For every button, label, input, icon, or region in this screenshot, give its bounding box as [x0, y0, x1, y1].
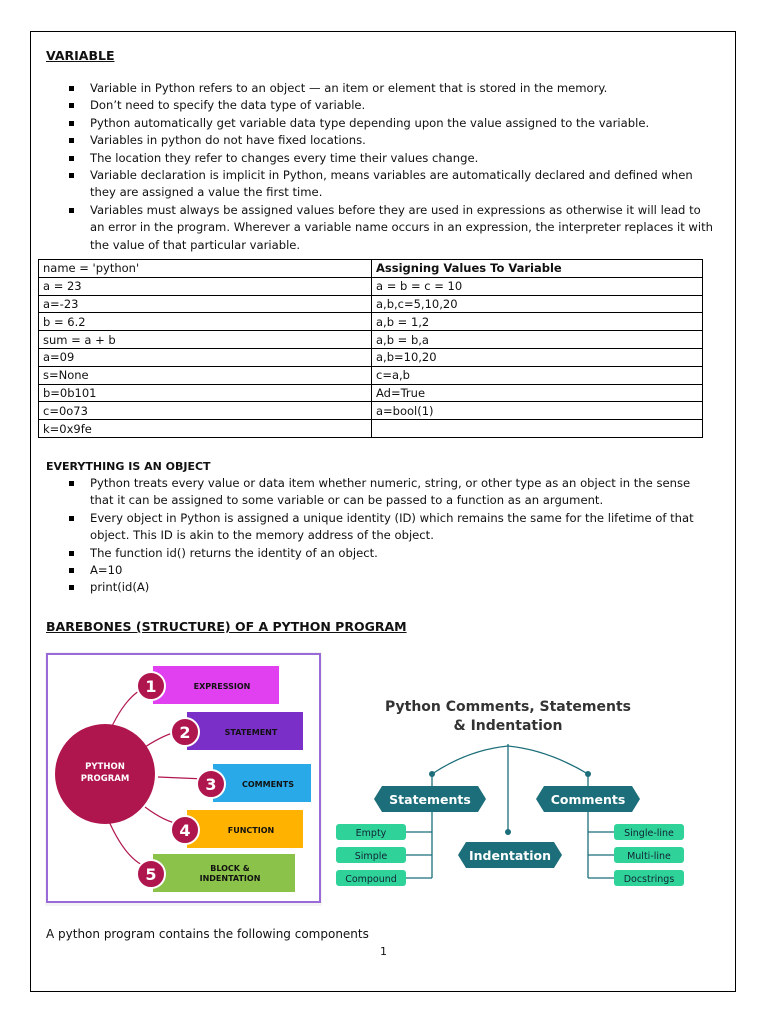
object-bullet: Python treats every value or data item whether numeric, string, or other type as an object in the sense that it can be assigned to some variable or can be passed to a function as an argument. [67, 475, 717, 510]
diagram-item-block [137, 854, 295, 892]
item-label: EXPRESSION [193, 682, 251, 691]
diagram-item-expression [137, 666, 279, 704]
table-row [39, 420, 703, 438]
table-row [39, 366, 703, 384]
table-cell: k=0x9fe [39, 420, 372, 438]
table-cell: a=bool(1) [372, 402, 703, 420]
object-bullet: print(id(A) [67, 579, 717, 596]
python-program-diagram [45, 652, 322, 906]
diagram-item-function [171, 810, 303, 848]
table-row [39, 313, 703, 331]
variable-bullet: Don’t need to specify the data type of variable. [67, 97, 717, 114]
heading-variable: VARIABLE [46, 48, 115, 63]
table-row [39, 260, 703, 278]
item-label: STATEMENT [224, 728, 278, 737]
variable-bullet: Variables must always be assigned values before they are used in expressions as otherwise it will lead to an error in the program. Wherever a variable name occurs in an expression, the interpreter replaces it with the value of that particular variable. [67, 202, 717, 254]
object-bullet-list [67, 475, 717, 597]
table-cell: Ad=True [372, 384, 703, 402]
table-cell: a,b=10,20 [372, 348, 703, 366]
table-cell: a = b = c = 10 [372, 277, 703, 295]
table-cell: a=-23 [39, 295, 372, 313]
table-row [39, 402, 703, 420]
item-number: 1 [145, 677, 157, 696]
table-cell: s=None [39, 366, 372, 384]
table-cell: name = 'python' [39, 260, 372, 278]
variable-bullet-list [67, 80, 717, 254]
table-cell: b=0b101 [39, 384, 372, 402]
object-bullet: Every object in Python is assigned a unique identity (ID) which remains the same for the lifetime of that object. This ID is akin to the memory address of the object. [67, 510, 717, 545]
caption: A python program contains the following components [46, 927, 369, 941]
variable-bullet: The location they refer to changes every time their values change. [67, 150, 717, 167]
heading-barebones: BAREBONES (STRUCTURE) OF A PYTHON PROGRAM [46, 619, 407, 634]
statements-label: Statements [389, 792, 471, 807]
heading-everything-object: EVERYTHING IS AN OBJECT [46, 460, 211, 473]
diagram-title-line2: & Indentation [453, 718, 563, 734]
leaf-label: Compound [345, 874, 397, 885]
table-row [39, 331, 703, 349]
table-row [39, 348, 703, 366]
table-cell: a,b = 1,2 [372, 313, 703, 331]
diagram-item-statement [171, 712, 303, 750]
diagram-item-comments [197, 764, 311, 802]
leaf-label: Docstrings [623, 874, 675, 885]
item-number: 2 [179, 723, 191, 742]
table-cell: a=09 [39, 348, 372, 366]
item-number: 3 [205, 775, 217, 794]
table-row [39, 295, 703, 313]
table-cell: a,b,c=5,10,20 [372, 295, 703, 313]
object-bullet: A=10 [67, 562, 717, 579]
variable-bullet: Variable declaration is implicit in Python, means variables are automatically declared and defined when they are assigned a value the first time. [67, 167, 717, 202]
table-cell [372, 420, 703, 438]
table-cell: a,b = b,a [372, 331, 703, 349]
item-label: COMMENTS [242, 780, 294, 789]
table-cell: sum = a + b [39, 331, 372, 349]
table-cell: c=a,b [372, 366, 703, 384]
table-cell: c=0o73 [39, 402, 372, 420]
page-number: 1 [380, 945, 387, 958]
center-label-line2: PROGRAM [80, 774, 130, 784]
variable-bullet: Variable in Python refers to an object — an item or element that is stored in the memory. [67, 80, 717, 97]
center-label-line1: PYTHON [85, 762, 125, 772]
table-cell: b = 6.2 [39, 313, 372, 331]
leaf-label: Empty [355, 828, 387, 839]
item-number: 5 [145, 865, 157, 884]
diagram-title-line1: Python Comments, Statements [385, 699, 631, 715]
table-row [39, 384, 703, 402]
table-row [39, 277, 703, 295]
variable-bullet: Variables in python do not have fixed locations. [67, 132, 717, 149]
variable-bullet: Python automatically get variable data type depending upon the value assigned to the variable. [67, 115, 717, 132]
variable-table [38, 259, 703, 438]
comments-label: Comments [550, 792, 626, 807]
leaf-label: Multi-line [627, 851, 671, 862]
table-cell: a = 23 [39, 277, 372, 295]
item-label-line2: INDENTATION [199, 874, 261, 883]
object-bullet: The function id() returns the identity of an object. [67, 545, 717, 562]
item-label: FUNCTION [227, 826, 275, 835]
leaf-label: Simple [354, 851, 388, 862]
item-number: 4 [179, 821, 191, 840]
item-label: BLOCK & [210, 864, 250, 873]
indentation-label: Indentation [468, 848, 552, 863]
comments-statements-diagram [328, 688, 698, 896]
leaf-label: Single-line [624, 828, 674, 839]
table-cell: Assigning Values To Variable [372, 260, 703, 278]
